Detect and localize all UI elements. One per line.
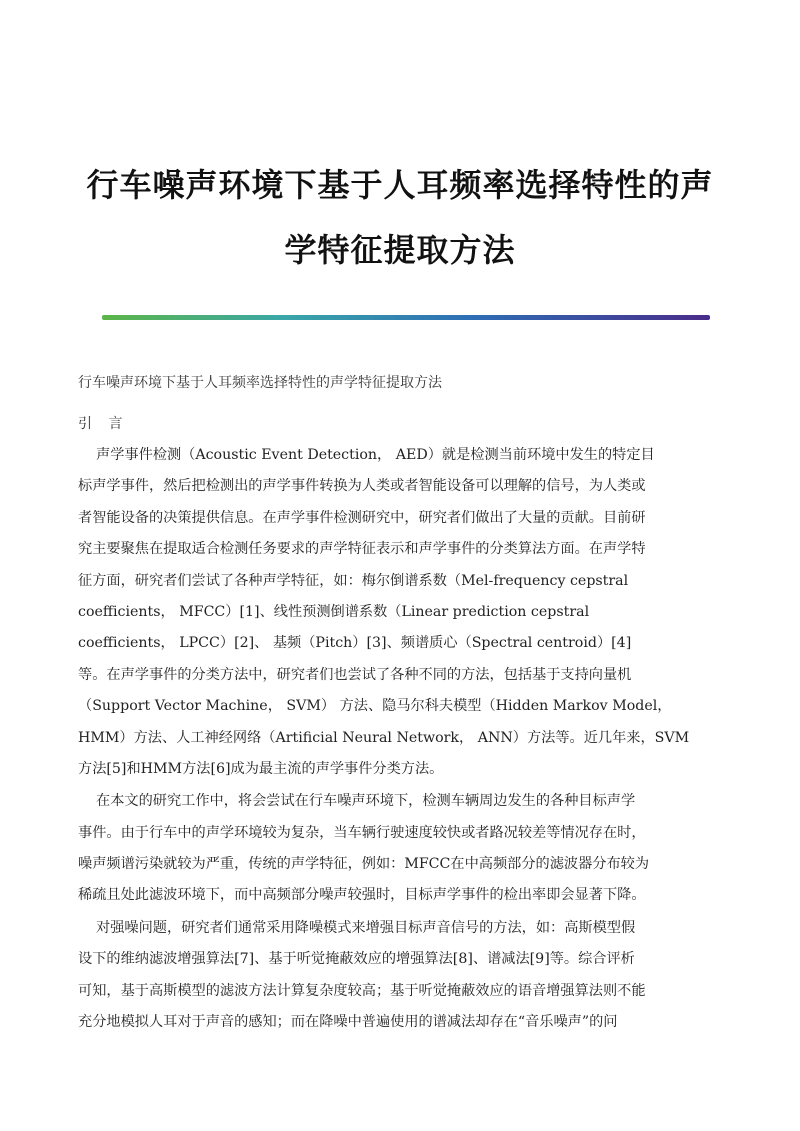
- text-line: 充分地模拟人耳对于声音的感知；而在降噪中普遍使用的谱减法却存在“音乐噪声”的问: [78, 1014, 618, 1031]
- text-line: 者智能设备的决策提供信息。在声学事件检测研究中，研究者们做出了大量的贡献。目前研: [78, 509, 646, 526]
- text-line: 可知，基于高斯模型的滤波方法计算复杂度较高；基于听觉掩蔽效应的语音增强算法则不能: [78, 982, 646, 999]
- text-line: HMM）方法、人工神经网络（Artificial Neural Network， ANN）方法等。近几年来，SVM: [78, 729, 690, 746]
- paragraph: [78, 786, 720, 912]
- text-line: coefficients， MFCC）[1]、线性预测倒谱系数（Linear prediction cepstral: [78, 603, 590, 620]
- text-line: 征方面，研究者们尝试了各种声学特征，如：梅尔倒谱系数（Mel-frequency cepstral: [78, 572, 629, 589]
- text-line: （Support Vector Machine， SVM） 方法、隐马尔科夫模型（Hidden Markov Model，: [78, 698, 672, 715]
- text-line: 设下的维纳滤波增强算法[7]、基于听觉掩蔽效应的增强算法[8]、谱减法[9]等。综合评析: [78, 951, 635, 968]
- document-subtitle: 行车噪声环境下基于人耳频率选择特性的声学特征提取方法: [78, 375, 442, 391]
- title-divider: [102, 315, 710, 320]
- paragraph: [78, 440, 720, 785]
- text-line: 究主要聚焦在提取适合检测任务要求的声学特征表示和声学事件的分类算法方面。在声学特: [78, 541, 646, 558]
- text-line: 事件。由于行车中的声学环境较为复杂，当车辆行驶速度较快或者路况较差等情况存在时，: [78, 824, 646, 841]
- section-heading: 引 言: [78, 416, 129, 432]
- document-title-line-2: 学特征提取方法: [284, 231, 516, 269]
- text-line: 声学事件检测（Acoustic Event Detection， AED）就是检测当前环境中发生的特定目: [78, 447, 655, 463]
- text-line: 等。在声学事件的分类方法中，研究者们也尝试了各种不同的方法，包括基于支持向量机: [78, 666, 632, 683]
- text-line: 噪声频谱污染就较为严重，传统的声学特征，例如：MFCC在中高频部分的滤波器分布较为: [78, 856, 650, 873]
- paragraph: [78, 913, 720, 1039]
- text-line: coefficients， LPCC）[2]、 基频（Pitch）[3]、频谱质心（Spectral centroid）[4]: [78, 635, 632, 652]
- text-line: 标声学事件，然后把检测出的声学事件转换为人类或者智能设备可以理解的信号，为人类或: [78, 478, 646, 495]
- text-line: 对强噪问题，研究者们通常采用降噪模式来增强目标声音信号的方法，如：高斯模型假: [78, 919, 636, 936]
- text-line: 稀疏且处此滤波环境下，而中高频部分噪声较强时，目标声学事件的检出率即会显著下降。: [78, 887, 646, 904]
- body-text: [78, 440, 720, 1038]
- text-line: 方法[5]和HMM方法[6]成为最主流的声学事件分类方法。: [78, 760, 444, 777]
- document-title-line-1: 行车噪声环境下基于人耳频率选择特性的声: [86, 166, 714, 204]
- text-line: 在本文的研究工作中，将会尝试在行车噪声环境下，检测车辆周边发生的各种目标声学: [78, 793, 636, 810]
